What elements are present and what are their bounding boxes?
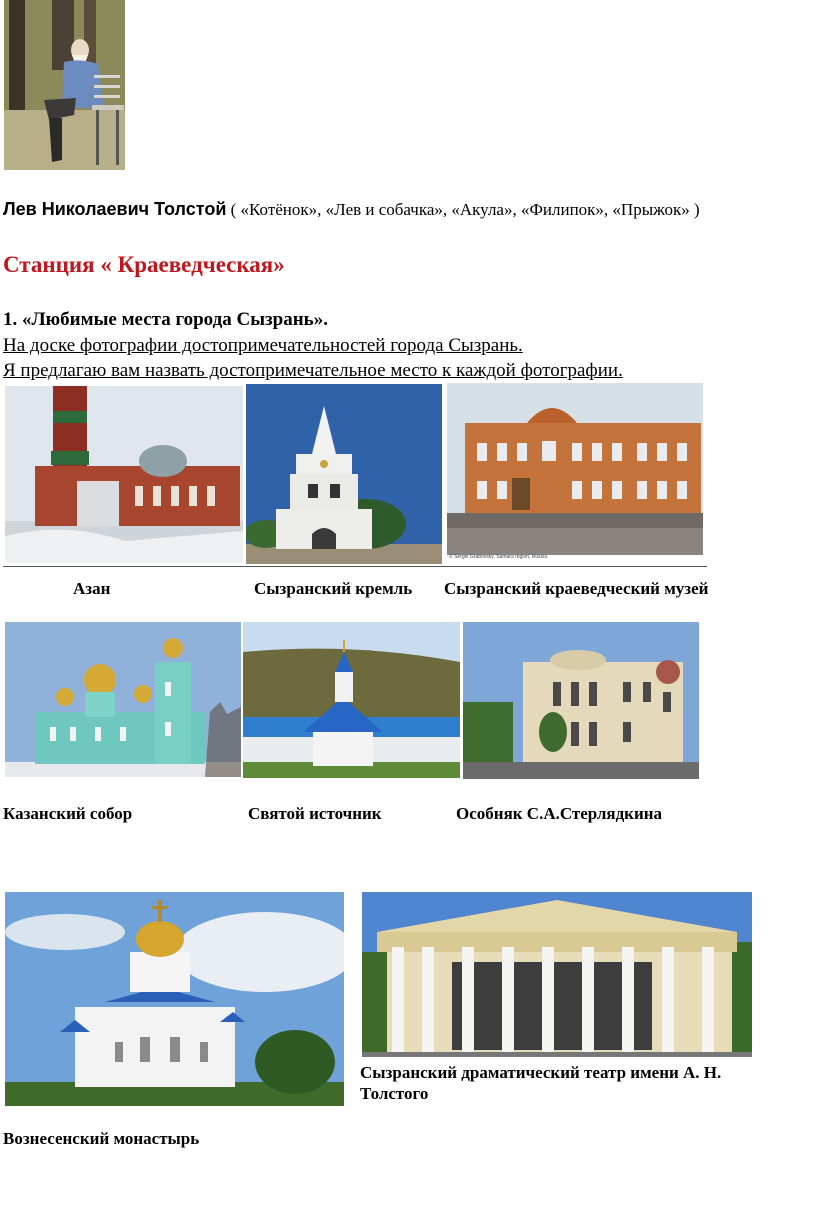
station-title: Станция « Краеведческая» (3, 252, 285, 277)
museum-photo-credit: © Sergei Grabovsky, Samara region, Russia (449, 554, 548, 560)
caption-spring: Святой источник (248, 804, 382, 823)
divider (3, 566, 707, 567)
task-line-1: На доске фотографии достопримечательностей города Сызрань. (3, 335, 523, 356)
sterlyadkin-mansion-photo (463, 622, 699, 779)
caption-monastery: Вознесенский монастырь (3, 1129, 200, 1148)
caption-azan: Азан (73, 579, 111, 598)
kremlin-tower-photo (246, 384, 442, 564)
caption-mansion: Особняк С.А.Стерлядкина (456, 804, 663, 823)
drama-theatre-photo (362, 892, 752, 1057)
museum-photo (447, 383, 703, 555)
caption-theatre-line-1: Сызранский драматический театр имени А. Н. (360, 1063, 722, 1082)
kazan-cathedral-photo (5, 622, 241, 777)
caption-theatre-line-2: Толстого (360, 1084, 429, 1103)
task-line-2: Я предлагаю вам назвать достопримечательное место к каждой фотографии. (3, 360, 623, 381)
tolstoy-portrait-photo (4, 0, 125, 170)
author-name: Лев Николаевич Толстой (3, 199, 227, 219)
caption-kremlin: Сызранский кремль (254, 579, 413, 598)
task-title: 1. «Любимые места города Сызрань». (3, 309, 328, 330)
monastery-photo (5, 892, 344, 1106)
azan-mosque-photo (5, 386, 243, 563)
author-works: ( «Котёнок», «Лев и собачка», «Акула», «Филипок», «Прыжок» ) (226, 200, 700, 219)
caption-kazan: Казанский собор (3, 804, 133, 823)
holy-spring-photo (243, 622, 460, 778)
author-line (3, 199, 700, 220)
caption-museum: Сызранский краеведческий музей (444, 579, 709, 598)
